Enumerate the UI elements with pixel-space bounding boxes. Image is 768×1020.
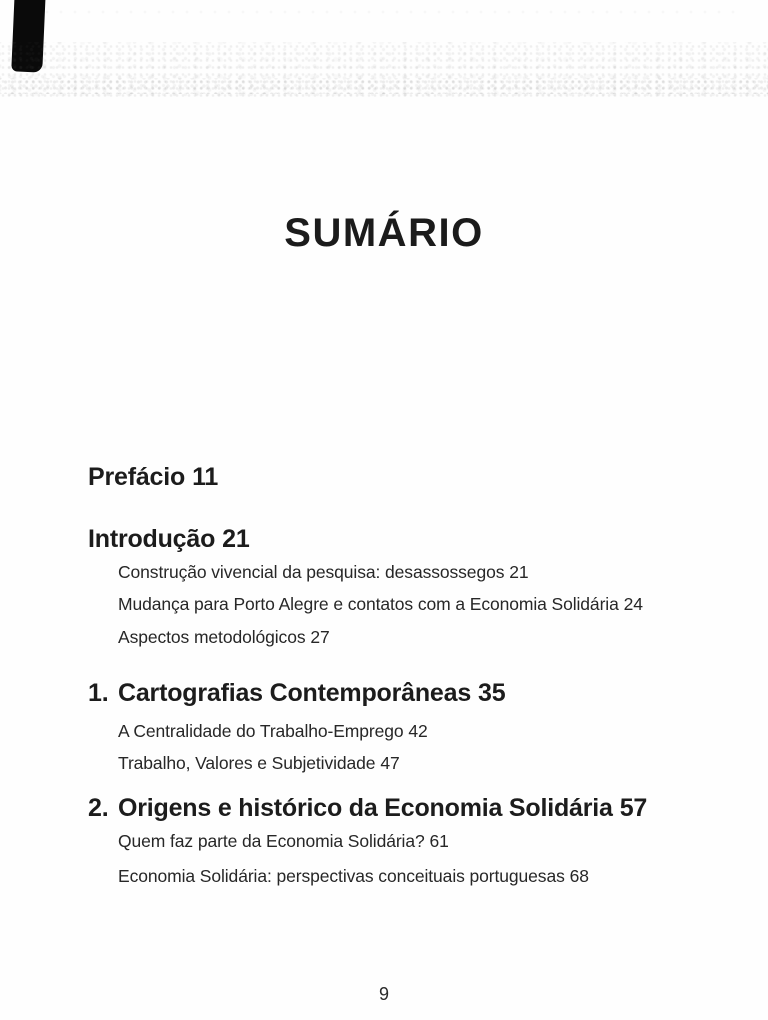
toc-subentry-quem-faz-parte	[118, 833, 449, 851]
toc-subentry-aspectos-metodologicos	[118, 629, 330, 647]
toc-entry-page: 68	[569, 866, 589, 886]
toc-subentry-trabalho-valores	[118, 755, 400, 773]
toc-subentry-perspectivas-portuguesas	[118, 868, 589, 886]
toc-entry-introducao	[88, 527, 250, 552]
toc-entry-label: Quem faz parte da Economia Solidária?	[118, 831, 425, 851]
toc-chapter-number: 1.	[88, 679, 109, 707]
toc-entry-label: Trabalho, Valores e Subjetividade	[118, 753, 376, 773]
toc-entry-label: Cartografias Contemporâneas	[118, 679, 472, 707]
toc-entry-page: 27	[310, 627, 330, 647]
toc-subentry-centralidade-trabalho	[118, 723, 428, 741]
page-title: SUMÁRIO	[284, 211, 484, 255]
toc-subentry-construcao-vivencial	[118, 564, 529, 582]
scan-noise-band-dense	[0, 78, 768, 94]
page-number: 9	[378, 984, 389, 1004]
toc-entry-label: Aspectos metodológicos	[118, 627, 306, 647]
toc-entry-page: 57	[619, 794, 648, 822]
toc-entry-chapter-2-origens	[88, 796, 647, 821]
toc-entry-page: 21	[222, 525, 250, 553]
toc-entry-label: Mudança para Porto Alegre e contatos com a Economia Solidária	[118, 594, 619, 614]
toc-entry-label: A Centralidade do Trabalho-Emprego	[118, 721, 404, 741]
toc-entry-prefacio	[88, 465, 218, 490]
toc-entry-chapter-1-cartografias	[88, 681, 505, 706]
toc-entry-page: 47	[380, 753, 400, 773]
toc-entry-label: Economia Solidária: perspectivas conceituais portuguesas	[118, 866, 565, 886]
toc-entry-page: 11	[192, 463, 219, 491]
toc-entry-page: 24	[623, 594, 643, 614]
toc-entry-label: Introdução	[88, 525, 216, 553]
toc-chapter-number: 2.	[88, 794, 109, 822]
toc-subentry-mudanca-porto-alegre	[118, 596, 643, 614]
toc-entry-page: 35	[478, 679, 506, 707]
toc-entry-page: 21	[509, 562, 529, 582]
toc-entry-label: Prefácio	[88, 463, 186, 491]
toc-entry-page: 42	[408, 721, 428, 741]
toc-entry-label: Construção vivencial da pesquisa: desassossegos	[118, 562, 505, 582]
scan-noise-wisp	[40, 8, 740, 18]
toc-entry-label: Origens e histórico da Economia Solidária	[118, 794, 613, 822]
toc-entry-page: 61	[429, 831, 449, 851]
